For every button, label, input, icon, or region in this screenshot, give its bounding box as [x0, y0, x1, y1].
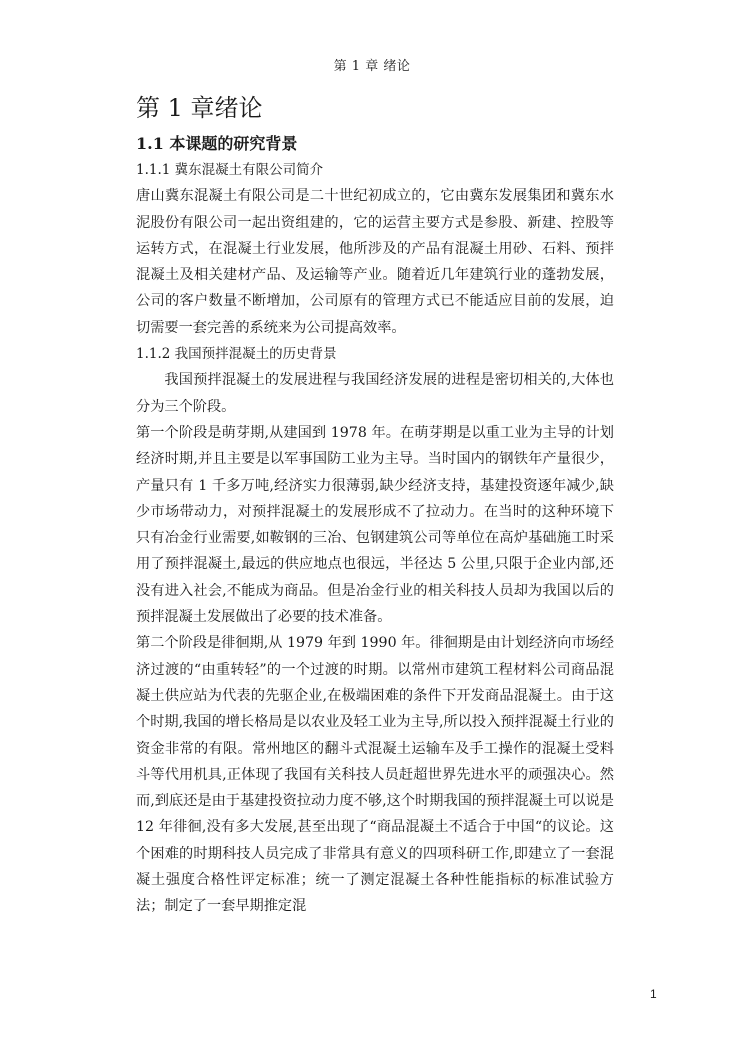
- running-header: 第 1 章 绪论: [333, 59, 411, 74]
- paragraph: 第一个阶段是萌芽期,从建国到 1978 年。在萌芽期是以重工业为主导的计划经济时期,并且主要是以军事国防工业为主导。当时国内的钢铁年产量很少，产量只有 1 千多万吨,经济实力很薄弱,缺少经济支持，基建投资逐年减少,缺少市场带动力，对预拌混凝土的发展形成不了拉动力。在当时的这种环境下只有冶金行业需要,如鞍钢的三冶、包钢建筑公司等单位在高炉基础施工时采用了预拌混凝土,最远的供应地点也很远，半径达 5 公里,只限于企业内部,还没有进入社会,不能成为商品。但是冶金行业的相关科技人员却为我国以后的预拌混凝土发展做出了必要的技术准备。: [136, 424, 614, 626]
- subsection-heading: 1.1.1 冀东混凝土有限公司简介: [136, 162, 324, 178]
- paragraph: 第二个阶段是徘徊期,从 1979 年到 1990 年。徘徊期是由计划经济向市场经济过渡的“由重转轻”的一个过渡的时期。以常州市建筑工程材料公司商品混凝土供应站为代表的先驱企业,在极端困难的条件下开发商品混凝土。由于这个时期,我国的增长格局是以农业及轻工业为主导,所以投入预拌混凝土行业的资金非常的有限。常州地区的翻斗式混凝土运输车及手工操作的混凝土受料斗等代用机具,正体现了我国有关科技人员赶超世界先进水平的顽强决心。然而,到底还是由于基建投资拉动力度不够,这个时期我国的预拌混凝土可以说是 12 年徘徊,没有多大发展,甚至出现了“商品混凝土不适合于中国“的议论。这个困难的时期科技人员完成了非常具有意义的四项科研工作,即建立了一套混凝土强度合格性评定标准；统一了测定混凝土各种性能指标的标准试验方法；制定了一套早期推定混: [136, 635, 614, 915]
- subsection-heading: 1.1.2 我国预拌混凝土的历史背景: [136, 346, 337, 363]
- page-number: 1: [650, 987, 657, 1001]
- paragraph: 唐山冀东混凝土有限公司是二十世纪初成立的，它由冀东发展集团和冀东水泥股份有限公司一起出资组建的，它的运营主要方式是参股、新建、控股等运转方式，在混凝土行业发展，他所涉及的产品有混凝土用砂、石料、预拌混凝土及相关建材产品、及运输等产业。随着近几年建筑行业的蓬勃发展，公司的客户数量不断增加，公司原有的管理方式已不能适应目前的发展，迫切需要一套完善的系统来为公司提高效率。: [136, 188, 614, 336]
- body-text: [136, 157, 614, 920]
- chapter-title: 第 1 章绪论: [136, 94, 263, 122]
- section-title: 1.1 本课题的研究背景: [136, 134, 298, 153]
- paragraph: 我国预拌混凝土的发展进程与我国经济发展的进程是密切相关的,大体也分为三个阶段。: [136, 372, 614, 415]
